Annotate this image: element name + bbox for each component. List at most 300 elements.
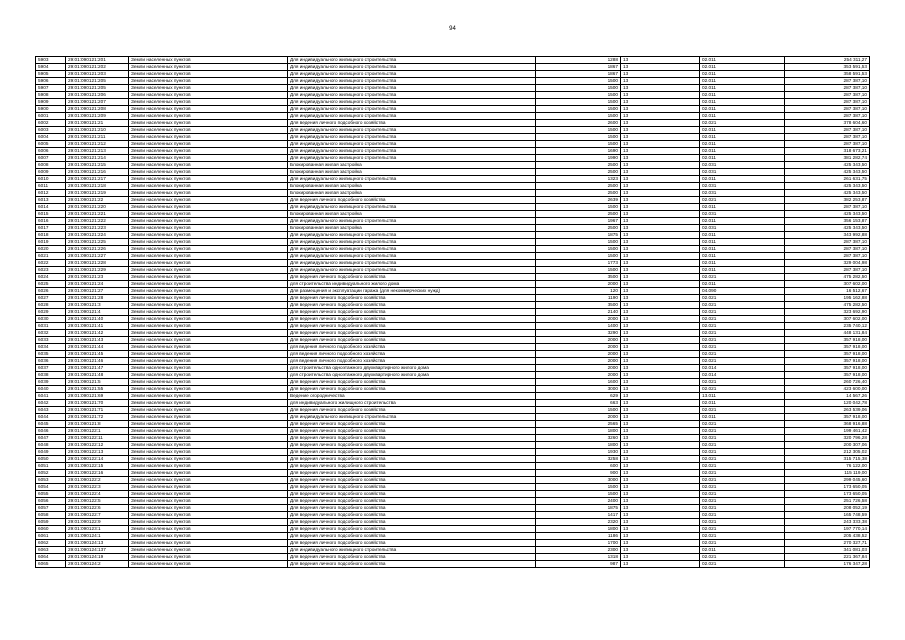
code-cell: 02.011 bbox=[700, 141, 785, 148]
land-category-cell: Земли населенных пунктов bbox=[129, 554, 288, 561]
code-cell: 02.021 bbox=[700, 435, 785, 442]
cadastral-number-cell: 29:01:090121:28 bbox=[66, 295, 129, 302]
code-cell: 02.021 bbox=[700, 428, 785, 435]
row-number-cell: 5907 bbox=[36, 85, 66, 92]
area-cell: 2000 bbox=[536, 414, 621, 421]
cadastral-value-cell: 263 539,06 bbox=[785, 407, 870, 414]
permitted-use-cell: Для ведения личного подсобного хозяйства bbox=[288, 442, 536, 449]
table-row bbox=[36, 477, 870, 484]
row-number-cell: 6065 bbox=[36, 561, 66, 568]
area-cell: 3000 bbox=[536, 386, 621, 393]
code-cell: 02.011 bbox=[700, 400, 785, 407]
cadastral-value-cell: 323 692,90 bbox=[785, 309, 870, 316]
land-category-cell: Земли населенных пунктов bbox=[129, 435, 288, 442]
land-category-cell: Земли населенных пунктов bbox=[129, 232, 288, 239]
permitted-use-cell: Для индивидуального жилищного строительства bbox=[288, 267, 536, 274]
table-row bbox=[36, 78, 870, 85]
group-code-cell: 13 bbox=[621, 281, 700, 288]
cadastral-number-cell: 29:01:090121:202 bbox=[66, 64, 129, 71]
permitted-use-cell: Для индивидуального жилищного строительства bbox=[288, 134, 536, 141]
row-number-cell: 6029 bbox=[36, 309, 66, 316]
code-cell: 02.011 bbox=[700, 134, 785, 141]
group-code-cell: 13 bbox=[621, 393, 700, 400]
row-number-cell: 6027 bbox=[36, 295, 66, 302]
table-row bbox=[36, 442, 870, 449]
group-code-cell: 13 bbox=[621, 554, 700, 561]
cadastral-value-cell: 315 715,38 bbox=[785, 456, 870, 463]
group-code-cell: 13 bbox=[621, 85, 700, 92]
group-code-cell: 13 bbox=[621, 386, 700, 393]
permitted-use-cell: Для ведения личного подсобного хозяйства bbox=[288, 463, 536, 470]
table-row bbox=[36, 148, 870, 155]
cadastral-value-cell: 287 387,10 bbox=[785, 239, 870, 246]
permitted-use-cell: Для размещения и эксплуатации гаража (для некоммерческих нужд) bbox=[288, 288, 536, 295]
group-code-cell: 13 bbox=[621, 197, 700, 204]
cadastral-value-cell: 287 387,10 bbox=[785, 106, 870, 113]
permitted-use-cell: Для индивидуального жилищного строительства bbox=[288, 246, 536, 253]
table-row bbox=[36, 505, 870, 512]
code-cell: 02.021 bbox=[700, 351, 785, 358]
cadastral-value-cell: 425 343,50 bbox=[785, 225, 870, 232]
cadastral-value-cell: 76 122,00 bbox=[785, 463, 870, 470]
table-row bbox=[36, 260, 870, 267]
row-number-cell: 6015 bbox=[36, 211, 66, 218]
area-cell: 2500 bbox=[536, 190, 621, 197]
group-code-cell: 13 bbox=[621, 330, 700, 337]
land-category-cell: Земли населенных пунктов bbox=[129, 162, 288, 169]
group-code-cell: 13 bbox=[621, 106, 700, 113]
land-category-cell: Земли населенных пунктов bbox=[129, 393, 288, 400]
table-row bbox=[36, 561, 870, 568]
code-cell: 02.011 bbox=[700, 99, 785, 106]
area-cell: 2500 bbox=[536, 183, 621, 190]
cadastral-number-cell: 29:01:090121:214 bbox=[66, 155, 129, 162]
land-category-cell: Земли населенных пунктов bbox=[129, 183, 288, 190]
code-cell: 02.021 bbox=[700, 120, 785, 127]
code-cell: 02.011 bbox=[700, 57, 785, 64]
cadastral-value-cell: 356 153,87 bbox=[785, 218, 870, 225]
group-code-cell: 13 bbox=[621, 540, 700, 547]
table-row bbox=[36, 337, 870, 344]
area-cell: 1867 bbox=[536, 71, 621, 78]
code-cell: 02.011 bbox=[700, 148, 785, 155]
land-category-cell: Земли населенных пунктов bbox=[129, 477, 288, 484]
cadastral-value-cell: 199 461,42 bbox=[785, 428, 870, 435]
area-cell: 1500 bbox=[536, 246, 621, 253]
table-row bbox=[36, 449, 870, 456]
cadastral-value-cell: 353 591,53 bbox=[785, 64, 870, 71]
code-cell: 02.011 bbox=[700, 260, 785, 267]
cadastral-number-cell: 29:01:090124:13 bbox=[66, 540, 129, 547]
cadastral-value-cell: 287 387,10 bbox=[785, 78, 870, 85]
cadastral-value-cell: 270 327,71 bbox=[785, 540, 870, 547]
area-cell: 2000 bbox=[536, 281, 621, 288]
group-code-cell: 13 bbox=[621, 526, 700, 533]
permitted-use-cell: Для ведения личного подсобного хозяйства bbox=[288, 435, 536, 442]
code-cell: 02.021 bbox=[700, 561, 785, 568]
row-number-cell: 6050 bbox=[36, 456, 66, 463]
cadastral-number-cell: 29:01:090122:11 bbox=[66, 435, 129, 442]
code-cell: 02.031 bbox=[700, 183, 785, 190]
land-category-cell: Земли населенных пунктов bbox=[129, 190, 288, 197]
code-cell: 02.011 bbox=[700, 64, 785, 71]
cadastral-number-cell: 29:01:090121:208 bbox=[66, 106, 129, 113]
permitted-use-cell: Для ведения личного подсобного хозяйства bbox=[288, 470, 536, 477]
cadastral-number-cell: 29:01:090124:2 bbox=[66, 561, 129, 568]
table-row bbox=[36, 484, 870, 491]
permitted-use-cell: Для индивидуального жилищного строительства bbox=[288, 148, 536, 155]
cadastral-number-cell: 29:01:090122:12 bbox=[66, 442, 129, 449]
cadastral-number-cell: 29:01:090123:1 bbox=[66, 526, 129, 533]
area-cell: 1875 bbox=[536, 232, 621, 239]
permitted-use-cell: для индивидуального жилищного строительства bbox=[288, 400, 536, 407]
group-code-cell: 13 bbox=[621, 309, 700, 316]
permitted-use-cell: Для индивидуального жилищного строительства bbox=[288, 78, 536, 85]
cadastral-value-cell: 221 367,84 bbox=[785, 554, 870, 561]
table-row bbox=[36, 239, 870, 246]
table-row bbox=[36, 71, 870, 78]
group-code-cell: 13 bbox=[621, 498, 700, 505]
code-cell: 02.021 bbox=[700, 379, 785, 386]
row-number-cell: 6030 bbox=[36, 316, 66, 323]
group-code-cell: 13 bbox=[621, 484, 700, 491]
cadastral-number-cell: 29:01:090122:2 bbox=[66, 477, 129, 484]
area-cell: 2000 bbox=[536, 351, 621, 358]
table-row bbox=[36, 120, 870, 127]
group-code-cell: 13 bbox=[621, 519, 700, 526]
cadastral-value-cell: 320 796,28 bbox=[785, 435, 870, 442]
permitted-use-cell: Для индивидуального жилищного строительства bbox=[288, 92, 536, 99]
row-number-cell: 6013 bbox=[36, 197, 66, 204]
area-cell: 1800 bbox=[536, 442, 621, 449]
land-category-cell: Земли населенных пунктов bbox=[129, 148, 288, 155]
cadastral-value-cell: 173 650,05 bbox=[785, 491, 870, 498]
cadastral-value-cell: 115 119,00 bbox=[785, 470, 870, 477]
cadastral-value-cell: 299 045,60 bbox=[785, 477, 870, 484]
cadastral-value-cell: 195 162,88 bbox=[785, 295, 870, 302]
land-category-cell: Земли населенных пунктов bbox=[129, 540, 288, 547]
group-code-cell: 13 bbox=[621, 253, 700, 260]
cadastral-number-cell: 29:01:090121:226 bbox=[66, 246, 129, 253]
row-number-cell: 6033 bbox=[36, 337, 66, 344]
row-number-cell: 5905 bbox=[36, 71, 66, 78]
cadastral-value-cell: 475 282,50 bbox=[785, 274, 870, 281]
table-row bbox=[36, 456, 870, 463]
table-row bbox=[36, 435, 870, 442]
area-cell: 1500 bbox=[536, 253, 621, 260]
cadastral-number-cell: 29:01:090121:55 bbox=[66, 386, 129, 393]
cadastral-number-cell: 29:01:090121:22 bbox=[66, 197, 129, 204]
permitted-use-cell: Для ведения личного подсобного хозяйства bbox=[288, 449, 536, 456]
group-code-cell: 13 bbox=[621, 134, 700, 141]
code-cell: 02.021 bbox=[700, 407, 785, 414]
group-code-cell: 13 bbox=[621, 127, 700, 134]
land-category-cell: Земли населенных пунктов bbox=[129, 288, 288, 295]
group-code-cell: 13 bbox=[621, 141, 700, 148]
row-number-cell: 6012 bbox=[36, 190, 66, 197]
permitted-use-cell: Для ведения личного подсобного хозяйства bbox=[288, 561, 536, 568]
table-row bbox=[36, 141, 870, 148]
table-row bbox=[36, 57, 870, 64]
cadastral-value-cell: 307 602,00 bbox=[785, 281, 870, 288]
permitted-use-cell: Для ведения личного подсобного хозяйства bbox=[288, 491, 536, 498]
group-code-cell: 13 bbox=[621, 442, 700, 449]
permitted-use-cell: для строительства одноэтажного двухквартирного жилого дома bbox=[288, 365, 536, 372]
row-number-cell: 6008 bbox=[36, 162, 66, 169]
row-number-cell: 6039 bbox=[36, 379, 66, 386]
permitted-use-cell: Для ведения личного подсобного хозяйства bbox=[288, 484, 536, 491]
table-row bbox=[36, 85, 870, 92]
area-cell: 1875 bbox=[536, 505, 621, 512]
permitted-use-cell: Для индивидуального жилищного строительства bbox=[288, 176, 536, 183]
code-cell: 02.021 bbox=[700, 484, 785, 491]
area-cell: 1990 bbox=[536, 155, 621, 162]
page-number: 94 bbox=[449, 26, 456, 32]
area-cell: 1500 bbox=[536, 267, 621, 274]
permitted-use-cell: Для ведения личного подсобного хозяйства bbox=[288, 323, 536, 330]
table-row bbox=[36, 554, 870, 561]
cadastral-number-cell: 29:01:090121:205 bbox=[66, 85, 129, 92]
group-code-cell: 13 bbox=[621, 260, 700, 267]
code-cell: 02.011 bbox=[700, 218, 785, 225]
land-category-cell: Земли населенных пунктов bbox=[129, 316, 288, 323]
group-code-cell: 13 bbox=[621, 379, 700, 386]
code-cell: 02.011 bbox=[700, 414, 785, 421]
area-cell: 3258 bbox=[536, 456, 621, 463]
land-category-cell: Земли населенных пунктов bbox=[129, 169, 288, 176]
permitted-use-cell: Для ведения личного подсобного хозяйства bbox=[288, 330, 536, 337]
group-code-cell: 13 bbox=[621, 162, 700, 169]
cadastral-number-cell: 29:01:090122:5 bbox=[66, 498, 129, 505]
land-category-cell: Земли населенных пунктов bbox=[129, 407, 288, 414]
land-category-cell: Земли населенных пунктов bbox=[129, 92, 288, 99]
cadastral-number-cell: 29:01:090121:221 bbox=[66, 211, 129, 218]
area-cell: 2639 bbox=[536, 197, 621, 204]
permitted-use-cell: Для ведения личного подсобного хозяйства bbox=[288, 407, 536, 414]
land-category-cell: Земли населенных пунктов bbox=[129, 421, 288, 428]
code-cell: 02.021 bbox=[700, 442, 785, 449]
group-code-cell: 13 bbox=[621, 344, 700, 351]
permitted-use-cell: Блокированная жилая застройка bbox=[288, 162, 536, 169]
cadastral-number-cell: 29:01:090124:1 bbox=[66, 533, 129, 540]
permitted-use-cell: для ведения личного подсобного хозяйства bbox=[288, 344, 536, 351]
permitted-use-cell: Для ведения личного подсобного хозяйства bbox=[288, 295, 536, 302]
area-cell: 1417 bbox=[536, 512, 621, 519]
area-cell: 629 bbox=[536, 393, 621, 400]
group-code-cell: 13 bbox=[621, 512, 700, 519]
cadastral-value-cell: 287 387,10 bbox=[785, 134, 870, 141]
group-code-cell: 13 bbox=[621, 176, 700, 183]
permitted-use-cell: Для индивидуального жилищного строительства bbox=[288, 57, 536, 64]
area-cell: 3500 bbox=[536, 302, 621, 309]
cadastral-value-cell: 173 650,05 bbox=[785, 484, 870, 491]
table-row bbox=[36, 106, 870, 113]
group-code-cell: 13 bbox=[621, 267, 700, 274]
cadastral-value-cell: 307 602,00 bbox=[785, 316, 870, 323]
land-category-cell: Земли населенных пунктов bbox=[129, 470, 288, 477]
row-number-cell: 6045 bbox=[36, 421, 66, 428]
cadastral-value-cell: 368 916,88 bbox=[785, 421, 870, 428]
cadastral-number-cell: 29:01:090121:48 bbox=[66, 372, 129, 379]
land-category-cell: Земли населенных пунктов bbox=[129, 505, 288, 512]
row-number-cell: 6043 bbox=[36, 407, 66, 414]
group-code-cell: 13 bbox=[621, 218, 700, 225]
code-cell: 02.011 bbox=[700, 155, 785, 162]
code-cell: 02.011 bbox=[700, 78, 785, 85]
row-number-cell: 6026 bbox=[36, 288, 66, 295]
permitted-use-cell: для строительства индивидуального жилого дома bbox=[288, 281, 536, 288]
row-number-cell: 5909 bbox=[36, 99, 66, 106]
table-row bbox=[36, 533, 870, 540]
cadastral-value-cell: 205 438,52 bbox=[785, 533, 870, 540]
table-row bbox=[36, 281, 870, 288]
cadastral-value-cell: 287 387,10 bbox=[785, 99, 870, 106]
row-number-cell: 6025 bbox=[36, 281, 66, 288]
cadastral-value-cell: 287 387,10 bbox=[785, 92, 870, 99]
group-code-cell: 13 bbox=[621, 148, 700, 155]
cadastral-number-cell: 29:01:090121:217 bbox=[66, 176, 129, 183]
land-category-cell: Земли населенных пунктов bbox=[129, 274, 288, 281]
area-cell: 1500 bbox=[536, 239, 621, 246]
cadastral-number-cell: 29:01:090121:21 bbox=[66, 120, 129, 127]
cadastral-value-cell: 287 387,10 bbox=[785, 141, 870, 148]
cadastral-value-cell: 425 343,50 bbox=[785, 169, 870, 176]
cadastral-number-cell: 29:01:090122:14 bbox=[66, 456, 129, 463]
code-cell: 02.031 bbox=[700, 225, 785, 232]
cadastral-value-cell: 176 347,28 bbox=[785, 561, 870, 568]
area-cell: 2500 bbox=[536, 169, 621, 176]
table-row bbox=[36, 323, 870, 330]
land-category-cell: Земли населенных пунктов bbox=[129, 358, 288, 365]
code-cell: 02.021 bbox=[700, 295, 785, 302]
land-category-cell: Земли населенных пунктов bbox=[129, 337, 288, 344]
cadastral-number-cell: 29:01:090121:228 bbox=[66, 260, 129, 267]
row-number-cell: 6006 bbox=[36, 148, 66, 155]
land-category-cell: Земли населенных пунктов bbox=[129, 253, 288, 260]
group-code-cell: 13 bbox=[621, 302, 700, 309]
land-category-cell: Земли населенных пунктов bbox=[129, 71, 288, 78]
group-code-cell: 13 bbox=[621, 239, 700, 246]
permitted-use-cell: Блокированная жилая застройка bbox=[288, 211, 536, 218]
code-cell: 02.011 bbox=[700, 239, 785, 246]
cadastral-value-cell: 260 726,40 bbox=[785, 379, 870, 386]
row-number-cell: 6054 bbox=[36, 484, 66, 491]
area-cell: 2000 bbox=[536, 344, 621, 351]
area-cell: 2140 bbox=[536, 309, 621, 316]
land-category-cell: Земли населенных пунктов bbox=[129, 85, 288, 92]
row-number-cell: 6005 bbox=[36, 141, 66, 148]
cadastral-value-cell: 287 387,10 bbox=[785, 253, 870, 260]
table-row bbox=[36, 232, 870, 239]
land-category-cell: Земли населенных пунктов bbox=[129, 239, 288, 246]
table-row bbox=[36, 519, 870, 526]
group-code-cell: 13 bbox=[621, 414, 700, 421]
permitted-use-cell: Для индивидуального жилищного строительства bbox=[288, 239, 536, 246]
cadastral-number-cell: 29:01:090121:218 bbox=[66, 183, 129, 190]
cadastral-number-cell: 29:01:090121:207 bbox=[66, 99, 129, 106]
cadastral-number-cell: 29:01:090121:40 bbox=[66, 316, 129, 323]
permitted-use-cell: Для ведения личного подсобного хозяйства bbox=[288, 337, 536, 344]
group-code-cell: 13 bbox=[621, 463, 700, 470]
group-code-cell: 13 bbox=[621, 57, 700, 64]
land-category-cell: Земли населенных пунктов bbox=[129, 519, 288, 526]
permitted-use-cell: Для ведения личного подсобного хозяйства bbox=[288, 456, 536, 463]
area-cell: 2400 bbox=[536, 498, 621, 505]
area-cell: 600 bbox=[536, 463, 621, 470]
code-cell: 02.021 bbox=[700, 519, 785, 526]
cadastral-number-cell: 29:01:090121:212 bbox=[66, 141, 129, 148]
code-cell: 02.011 bbox=[700, 253, 785, 260]
cadastral-number-cell: 29:01:090121:219 bbox=[66, 190, 129, 197]
cadastral-number-cell: 29:01:090121:201 bbox=[66, 57, 129, 64]
cadastral-value-cell: 251 726,58 bbox=[785, 498, 870, 505]
cadastral-number-cell: 29:01:090121:210 bbox=[66, 127, 129, 134]
row-number-cell: 6019 bbox=[36, 239, 66, 246]
land-category-cell: Земли населенных пунктов bbox=[129, 57, 288, 64]
cadastral-value-cell: 382 253,87 bbox=[785, 197, 870, 204]
table-row bbox=[36, 540, 870, 547]
code-cell: 02.011 bbox=[700, 204, 785, 211]
row-number-cell: 6052 bbox=[36, 470, 66, 477]
code-cell: 02.021 bbox=[700, 491, 785, 498]
group-code-cell: 13 bbox=[621, 470, 700, 477]
group-code-cell: 13 bbox=[621, 211, 700, 218]
land-category-cell: Земли населенных пунктов bbox=[129, 351, 288, 358]
area-cell: 1773 bbox=[536, 260, 621, 267]
row-number-cell: 6032 bbox=[36, 330, 66, 337]
group-code-cell: 13 bbox=[621, 456, 700, 463]
cadastral-value-cell: 287 387,10 bbox=[785, 113, 870, 120]
land-category-cell: Земли населенных пунктов bbox=[129, 246, 288, 253]
land-category-cell: Земли населенных пунктов bbox=[129, 225, 288, 232]
permitted-use-cell: Для ведения личного подсобного хозяйства bbox=[288, 554, 536, 561]
cadastral-number-cell: 29:01:090121:44 bbox=[66, 344, 129, 351]
row-number-cell: 6035 bbox=[36, 351, 66, 358]
code-cell: 02.021 bbox=[700, 554, 785, 561]
table-row bbox=[36, 379, 870, 386]
code-cell: 02.021 bbox=[700, 463, 785, 470]
group-code-cell: 13 bbox=[621, 246, 700, 253]
row-number-cell: 6060 bbox=[36, 526, 66, 533]
group-code-cell: 13 bbox=[621, 183, 700, 190]
cadastral-number-cell: 29:01:090121:223 bbox=[66, 225, 129, 232]
group-code-cell: 13 bbox=[621, 365, 700, 372]
group-code-cell: 13 bbox=[621, 120, 700, 127]
cadastral-number-cell: 29:01:090121:205 bbox=[66, 78, 129, 85]
area-cell: 3260 bbox=[536, 435, 621, 442]
row-number-cell: 6062 bbox=[36, 540, 66, 547]
row-number-cell: 5903 bbox=[36, 57, 66, 64]
group-code-cell: 13 bbox=[621, 400, 700, 407]
code-cell: 02.014 bbox=[700, 365, 785, 372]
cadastral-value-cell: 287 387,10 bbox=[785, 204, 870, 211]
group-code-cell: 13 bbox=[621, 449, 700, 456]
row-number-cell: 6001 bbox=[36, 113, 66, 120]
area-cell: 2500 bbox=[536, 211, 621, 218]
group-code-cell: 13 bbox=[621, 428, 700, 435]
permitted-use-cell: Для ведения личного подсобного хозяйства bbox=[288, 302, 536, 309]
permitted-use-cell: Для индивидуального жилищного строительства bbox=[288, 113, 536, 120]
cadastral-number-cell: 29:01:090121:42 bbox=[66, 330, 129, 337]
cadastral-number-cell: 29:01:090121:43 bbox=[66, 337, 129, 344]
row-number-cell: 6031 bbox=[36, 323, 66, 330]
land-category-cell: Земли населенных пунктов bbox=[129, 218, 288, 225]
permitted-use-cell: Для индивидуального жилищного строительства bbox=[288, 204, 536, 211]
group-code-cell: 13 bbox=[621, 533, 700, 540]
permitted-use-cell: Для индивидуального жилищного строительства bbox=[288, 253, 536, 260]
table-row bbox=[36, 428, 870, 435]
cadastral-number-cell: 29:01:090122:7 bbox=[66, 512, 129, 519]
